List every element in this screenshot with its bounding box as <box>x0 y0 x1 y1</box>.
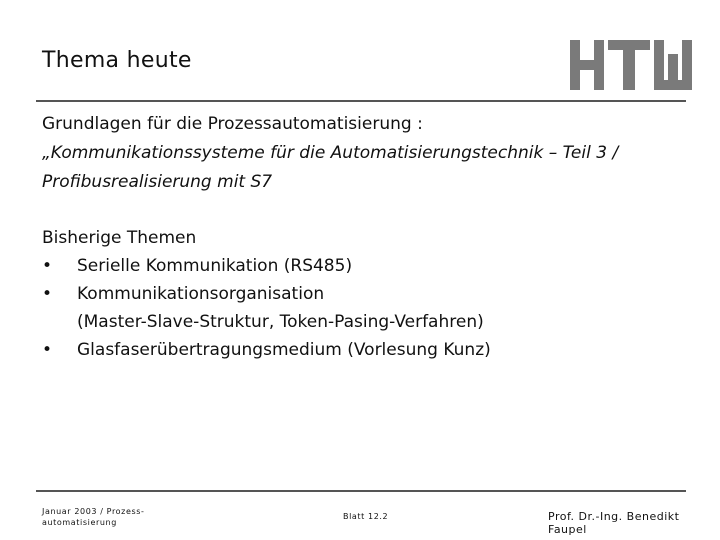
footer-author: Prof. Dr.-Ing. Benedikt Faupel <box>548 510 680 536</box>
list-item-subtext: (Master-Slave-Struktur, Token-Pasing-Verfahren) <box>77 312 484 332</box>
topics-heading: Bisherige Themen <box>42 228 197 248</box>
list-item-text: Serielle Kommunikation (RS485) <box>77 256 353 276</box>
intro-block <box>42 110 702 197</box>
slide-title: Thema heute <box>42 48 192 73</box>
top-divider <box>36 100 686 102</box>
bullet-icon: • <box>42 284 53 304</box>
htw-logo <box>570 40 692 90</box>
footer-date-line-1: Januar 2003 / Prozess- <box>42 507 145 516</box>
intro-line-2: „Kommunikationssysteme für die Automatisierungstechnik – Teil 3 / <box>42 143 619 163</box>
list-item <box>42 280 702 336</box>
list-item <box>42 252 702 280</box>
intro-line-3: Profibusrealisierung mit S7 <box>42 172 273 192</box>
list-item-text: Glasfaserübertragungsmedium (Vorlesung Kunz) <box>77 340 491 360</box>
footer-date <box>42 506 172 528</box>
footer-date-line-2: automatisierung <box>42 518 117 527</box>
topics-list <box>42 252 702 364</box>
list-item <box>42 336 702 364</box>
footer-page-number: Blatt 12.2 <box>343 512 389 521</box>
bullet-icon: • <box>42 340 53 360</box>
topics-block <box>42 224 702 364</box>
list-item-text: Kommunikationsorganisation <box>77 284 325 304</box>
bullet-icon: • <box>42 256 53 276</box>
intro-line-1: Grundlagen für die Prozessautomatisierung : <box>42 114 423 134</box>
bottom-divider <box>36 490 686 492</box>
